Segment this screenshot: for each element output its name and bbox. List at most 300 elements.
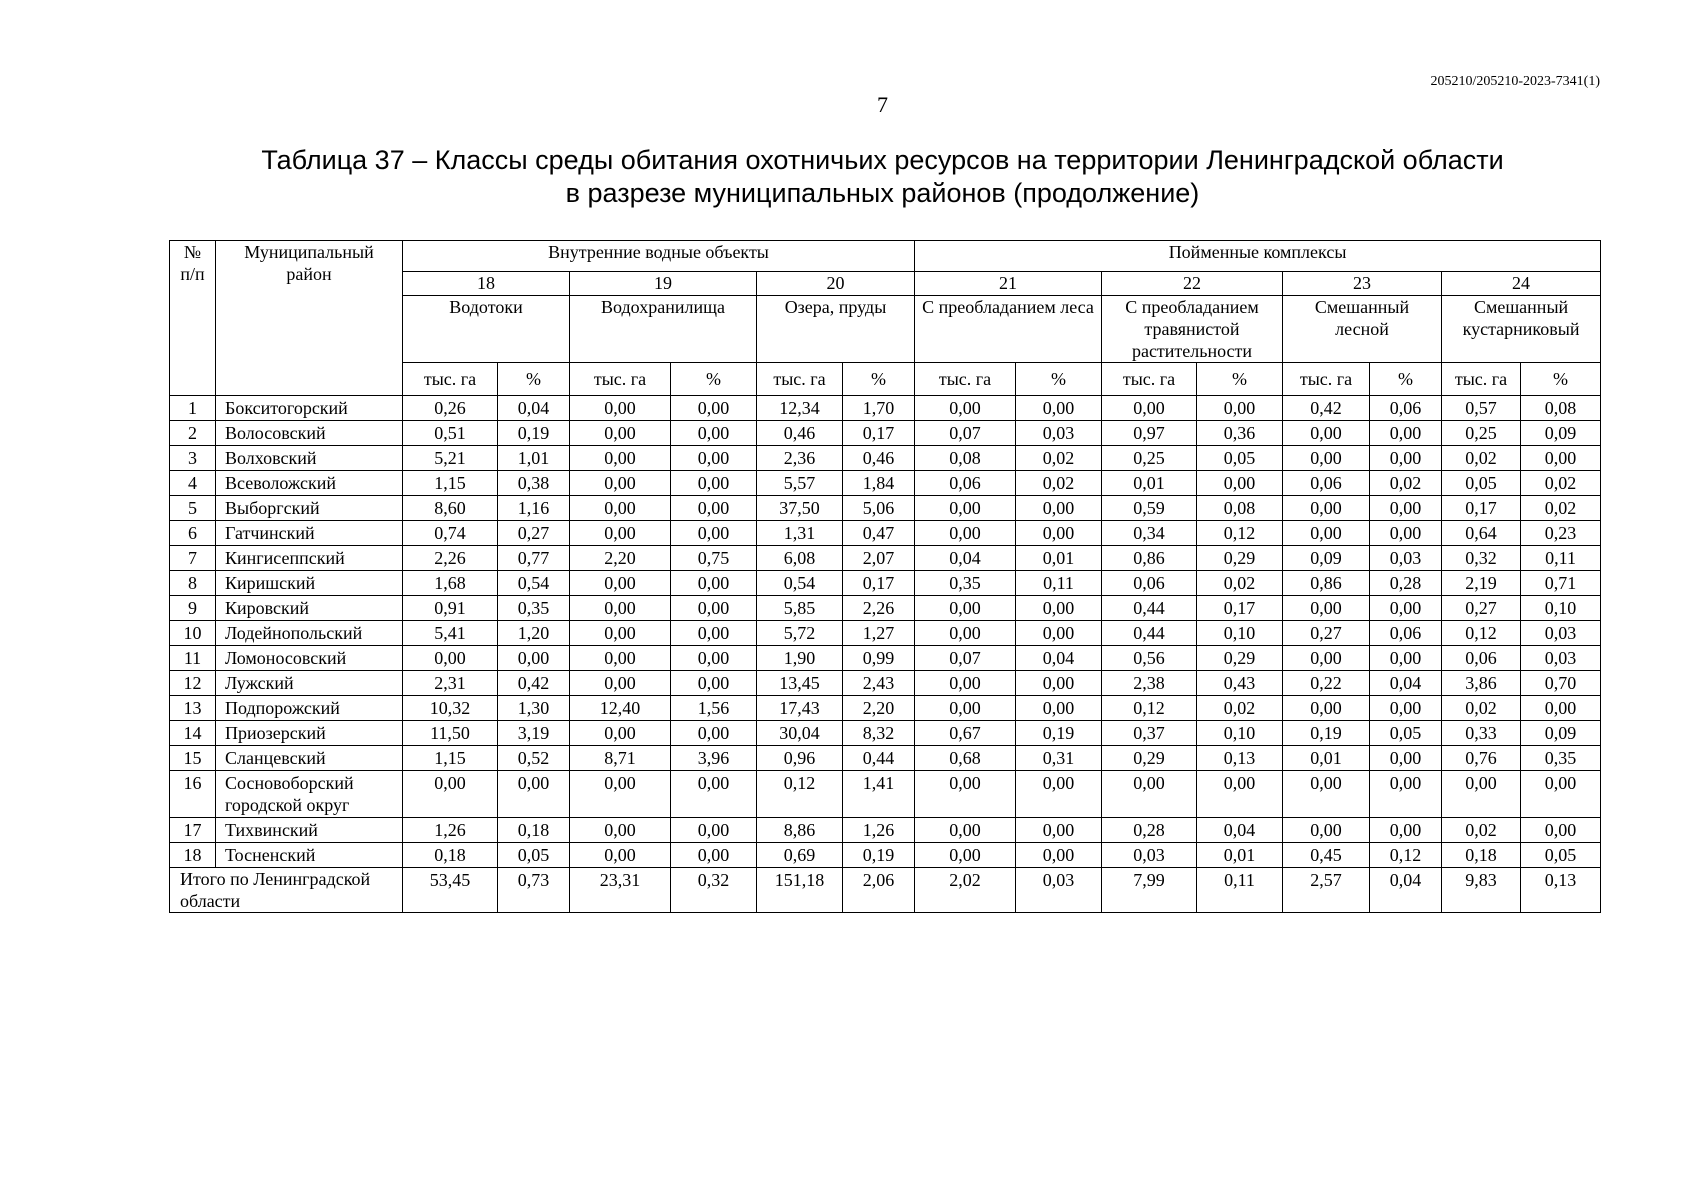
value-cell: 1,20 [498, 621, 570, 646]
value-cell: 0,04 [1197, 818, 1283, 843]
row-number: 10 [170, 621, 216, 646]
value-cell: 0,04 [1016, 646, 1102, 671]
total-cell: 2,02 [915, 868, 1016, 913]
value-cell: 0,00 [915, 671, 1016, 696]
header-class-number: 23 [1283, 272, 1442, 296]
value-cell: 0,00 [1016, 496, 1102, 521]
value-cell: 2,19 [1442, 571, 1521, 596]
value-cell: 0,00 [1016, 596, 1102, 621]
total-cell: 151,18 [757, 868, 843, 913]
value-cell: 0,00 [570, 446, 671, 471]
header-district: Муниципальный район [216, 241, 403, 396]
header-unit-percent: % [1370, 363, 1442, 396]
header-class-number: 22 [1102, 272, 1283, 296]
value-cell: 0,00 [1283, 596, 1370, 621]
value-cell: 0,42 [498, 671, 570, 696]
value-cell: 0,00 [570, 596, 671, 621]
value-cell: 0,06 [1102, 571, 1197, 596]
value-cell: 0,00 [1102, 771, 1197, 818]
value-cell: 1,15 [403, 471, 498, 496]
value-cell: 1,26 [403, 818, 498, 843]
header-unit-percent: % [1016, 363, 1102, 396]
value-cell: 0,54 [757, 571, 843, 596]
district-name: Подпорожский [216, 696, 403, 721]
table-row [170, 721, 1601, 746]
value-cell: 1,68 [403, 571, 498, 596]
value-cell: 0,00 [1370, 496, 1442, 521]
value-cell: 0,25 [1442, 421, 1521, 446]
value-cell: 0,29 [1197, 646, 1283, 671]
district-name: Тосненский [216, 843, 403, 868]
value-cell: 2,07 [843, 546, 915, 571]
value-cell: 0,19 [1016, 721, 1102, 746]
district-name: Кировский [216, 596, 403, 621]
total-cell: 23,31 [570, 868, 671, 913]
value-cell: 0,00 [915, 596, 1016, 621]
value-cell: 0,00 [1102, 396, 1197, 421]
value-cell: 0,00 [570, 721, 671, 746]
district-name: Лужский [216, 671, 403, 696]
value-cell: 0,01 [1016, 546, 1102, 571]
value-cell: 0,12 [1102, 696, 1197, 721]
value-cell: 0,00 [671, 571, 757, 596]
value-cell: 0,00 [1283, 646, 1370, 671]
value-cell: 0,08 [1197, 496, 1283, 521]
district-name: Всеволожский [216, 471, 403, 496]
value-cell: 0,44 [843, 746, 915, 771]
value-cell: 0,00 [671, 421, 757, 446]
value-cell: 0,00 [1197, 396, 1283, 421]
value-cell: 0,00 [1370, 818, 1442, 843]
header-class-name: Смешанный лесной [1283, 296, 1442, 363]
value-cell: 0,00 [570, 496, 671, 521]
value-cell: 0,00 [671, 471, 757, 496]
district-name: Ломоносовский [216, 646, 403, 671]
value-cell: 0,33 [1442, 721, 1521, 746]
value-cell: 0,00 [570, 621, 671, 646]
value-cell: 0,07 [915, 646, 1016, 671]
value-cell: 0,02 [1197, 696, 1283, 721]
value-cell: 0,00 [1016, 771, 1102, 818]
value-cell: 0,52 [498, 746, 570, 771]
value-cell: 0,45 [1283, 843, 1370, 868]
value-cell: 0,19 [498, 421, 570, 446]
value-cell: 0,00 [570, 671, 671, 696]
table-body [170, 396, 1601, 868]
value-cell: 0,05 [1197, 446, 1283, 471]
row-number: 16 [170, 771, 216, 818]
header-class-number: 20 [757, 272, 915, 296]
value-cell: 0,05 [1442, 471, 1521, 496]
value-cell: 0,23 [1521, 521, 1601, 546]
value-cell: 0,00 [915, 818, 1016, 843]
table-row [170, 446, 1601, 471]
total-cell: 2,57 [1283, 868, 1370, 913]
value-cell: 0,00 [1521, 446, 1601, 471]
value-cell: 0,56 [1102, 646, 1197, 671]
value-cell: 1,26 [843, 818, 915, 843]
value-cell: 2,31 [403, 671, 498, 696]
header-unit-percent: % [671, 363, 757, 396]
table-row [170, 621, 1601, 646]
district-name: Бокситогорский [216, 396, 403, 421]
value-cell: 0,04 [498, 396, 570, 421]
value-cell: 0,97 [1102, 421, 1197, 446]
value-cell: 12,40 [570, 696, 671, 721]
row-number: 6 [170, 521, 216, 546]
value-cell: 0,71 [1521, 571, 1601, 596]
value-cell: 0,17 [1197, 596, 1283, 621]
value-cell: 0,29 [1197, 546, 1283, 571]
value-cell: 5,41 [403, 621, 498, 646]
header-unit-area: тыс. га [1442, 363, 1521, 396]
value-cell: 12,34 [757, 396, 843, 421]
row-number: 11 [170, 646, 216, 671]
value-cell: 0,12 [1370, 843, 1442, 868]
value-cell: 0,28 [1102, 818, 1197, 843]
value-cell: 8,86 [757, 818, 843, 843]
row-number: 18 [170, 843, 216, 868]
value-cell: 0,06 [1370, 396, 1442, 421]
value-cell: 0,00 [570, 646, 671, 671]
value-cell: 0,10 [1521, 596, 1601, 621]
value-cell: 37,50 [757, 496, 843, 521]
value-cell: 0,00 [570, 843, 671, 868]
district-name: Приозерский [216, 721, 403, 746]
value-cell: 0,03 [1521, 621, 1601, 646]
value-cell: 2,38 [1102, 671, 1197, 696]
value-cell: 0,67 [915, 721, 1016, 746]
district-name: Гатчинский [216, 521, 403, 546]
value-cell: 0,00 [403, 646, 498, 671]
value-cell: 0,99 [843, 646, 915, 671]
district-name: Сосновоборский городской округ [216, 771, 403, 818]
value-cell: 0,08 [1521, 396, 1601, 421]
value-cell: 0,18 [498, 818, 570, 843]
page-number: 7 [877, 92, 888, 117]
value-cell: 2,36 [757, 446, 843, 471]
value-cell: 0,03 [1370, 546, 1442, 571]
value-cell: 8,71 [570, 746, 671, 771]
value-cell: 0,86 [1283, 571, 1370, 596]
district-name: Киришский [216, 571, 403, 596]
value-cell: 5,57 [757, 471, 843, 496]
value-cell: 8,60 [403, 496, 498, 521]
value-cell: 0,00 [403, 771, 498, 818]
value-cell: 0,02 [1521, 496, 1601, 521]
table-row [170, 521, 1601, 546]
row-number: 1 [170, 396, 216, 421]
value-cell: 0,42 [1283, 396, 1370, 421]
header-class-name: Смешанный кустарниковый [1442, 296, 1601, 363]
table-row [170, 496, 1601, 521]
value-cell: 0,00 [671, 496, 757, 521]
header-class-name: Озера, пруды [757, 296, 915, 363]
value-cell: 6,08 [757, 546, 843, 571]
value-cell: 0,27 [1442, 596, 1521, 621]
value-cell: 0,01 [1283, 746, 1370, 771]
row-number: 8 [170, 571, 216, 596]
header-unit-area: тыс. га [403, 363, 498, 396]
value-cell: 0,27 [1283, 621, 1370, 646]
value-cell: 0,00 [671, 646, 757, 671]
table-row [170, 396, 1601, 421]
value-cell: 0,00 [1283, 771, 1370, 818]
total-cell: 0,03 [1016, 868, 1102, 913]
value-cell: 0,00 [1283, 696, 1370, 721]
table-title-line-1: Таблица 37 – Классы среды обитания охотничьих ресурсов на территории Ленинградской области [261, 145, 1504, 175]
value-cell: 2,43 [843, 671, 915, 696]
value-cell: 1,56 [671, 696, 757, 721]
value-cell: 0,00 [1197, 471, 1283, 496]
value-cell: 0,17 [843, 571, 915, 596]
value-cell: 0,00 [1283, 446, 1370, 471]
row-number: 2 [170, 421, 216, 446]
header-class-number: 21 [915, 272, 1102, 296]
value-cell: 0,18 [1442, 843, 1521, 868]
value-cell: 0,34 [1102, 521, 1197, 546]
value-cell: 0,76 [1442, 746, 1521, 771]
header-class-name: Водотоки [403, 296, 570, 363]
value-cell: 0,68 [915, 746, 1016, 771]
row-number: 7 [170, 546, 216, 571]
value-cell: 0,07 [915, 421, 1016, 446]
value-cell: 0,27 [498, 521, 570, 546]
value-cell: 0,26 [403, 396, 498, 421]
district-name: Выборгский [216, 496, 403, 521]
value-cell: 0,17 [843, 421, 915, 446]
value-cell: 1,01 [498, 446, 570, 471]
row-number: 12 [170, 671, 216, 696]
value-cell: 0,44 [1102, 596, 1197, 621]
value-cell: 0,06 [1370, 621, 1442, 646]
value-cell: 0,00 [498, 771, 570, 818]
value-cell: 0,02 [1016, 446, 1102, 471]
value-cell: 0,00 [915, 621, 1016, 646]
value-cell: 0,00 [1016, 396, 1102, 421]
total-cell: 0,73 [498, 868, 570, 913]
value-cell: 0,06 [1283, 471, 1370, 496]
value-cell: 0,00 [1370, 446, 1442, 471]
district-name: Сланцевский [216, 746, 403, 771]
header-class-name: С преобладанием леса [915, 296, 1102, 363]
header-class-number: 24 [1442, 272, 1601, 296]
header-unit-area: тыс. га [1102, 363, 1197, 396]
value-cell: 0,86 [1102, 546, 1197, 571]
value-cell: 0,00 [671, 721, 757, 746]
value-cell: 11,50 [403, 721, 498, 746]
value-cell: 0,00 [1016, 521, 1102, 546]
total-cell: 7,99 [1102, 868, 1197, 913]
header-row-number: № п/п [170, 241, 216, 396]
value-cell: 0,32 [1442, 546, 1521, 571]
value-cell: 0,06 [915, 471, 1016, 496]
value-cell: 0,00 [1283, 496, 1370, 521]
table-row [170, 471, 1601, 496]
value-cell: 0,18 [403, 843, 498, 868]
value-cell: 0,57 [1442, 396, 1521, 421]
value-cell: 0,00 [1521, 818, 1601, 843]
value-cell: 0,37 [1102, 721, 1197, 746]
table-title-line-2: в разрезе муниципальных районов (продолжение) [565, 178, 1200, 208]
habitat-classes-table [169, 240, 1601, 913]
value-cell: 0,00 [570, 396, 671, 421]
value-cell: 0,00 [915, 396, 1016, 421]
value-cell: 30,04 [757, 721, 843, 746]
value-cell: 1,15 [403, 746, 498, 771]
value-cell: 0,00 [915, 496, 1016, 521]
value-cell: 0,35 [1521, 746, 1601, 771]
value-cell: 5,21 [403, 446, 498, 471]
value-cell: 8,32 [843, 721, 915, 746]
value-cell: 3,19 [498, 721, 570, 746]
value-cell: 0,00 [1442, 771, 1521, 818]
value-cell: 3,86 [1442, 671, 1521, 696]
value-cell: 17,43 [757, 696, 843, 721]
value-cell: 0,38 [498, 471, 570, 496]
value-cell: 0,09 [1521, 721, 1601, 746]
row-number: 14 [170, 721, 216, 746]
value-cell: 0,02 [1016, 471, 1102, 496]
header-class-name: С преобладанием травянистой растительности [1102, 296, 1283, 363]
value-cell: 0,74 [403, 521, 498, 546]
row-number: 17 [170, 818, 216, 843]
value-cell: 0,35 [498, 596, 570, 621]
value-cell: 0,00 [1016, 671, 1102, 696]
header-class-number: 18 [403, 272, 570, 296]
value-cell: 0,00 [570, 471, 671, 496]
value-cell: 1,31 [757, 521, 843, 546]
value-cell: 0,13 [1197, 746, 1283, 771]
value-cell: 1,41 [843, 771, 915, 818]
header-unit-percent: % [843, 363, 915, 396]
table-row [170, 843, 1601, 868]
total-cell: 9,83 [1442, 868, 1521, 913]
value-cell: 1,27 [843, 621, 915, 646]
district-name: Волховский [216, 446, 403, 471]
value-cell: 0,00 [1521, 696, 1601, 721]
value-cell: 0,02 [1197, 571, 1283, 596]
total-cell: 0,32 [671, 868, 757, 913]
value-cell: 13,45 [757, 671, 843, 696]
value-cell: 0,00 [671, 621, 757, 646]
value-cell: 0,05 [1370, 721, 1442, 746]
value-cell: 1,30 [498, 696, 570, 721]
value-cell: 0,29 [1102, 746, 1197, 771]
value-cell: 0,00 [915, 843, 1016, 868]
value-cell: 0,51 [403, 421, 498, 446]
value-cell: 0,00 [671, 771, 757, 818]
value-cell: 0,69 [757, 843, 843, 868]
value-cell: 0,00 [1016, 843, 1102, 868]
value-cell: 0,54 [498, 571, 570, 596]
value-cell: 1,84 [843, 471, 915, 496]
value-cell: 0,00 [1016, 818, 1102, 843]
value-cell: 0,00 [570, 421, 671, 446]
value-cell: 0,00 [671, 521, 757, 546]
value-cell: 0,46 [757, 421, 843, 446]
header-unit-area: тыс. га [757, 363, 843, 396]
district-name: Кингисеппский [216, 546, 403, 571]
value-cell: 0,77 [498, 546, 570, 571]
value-cell: 0,02 [1442, 696, 1521, 721]
value-cell: 0,00 [1016, 696, 1102, 721]
value-cell: 0,00 [671, 446, 757, 471]
value-cell: 1,90 [757, 646, 843, 671]
value-cell: 0,11 [1521, 546, 1601, 571]
value-cell: 0,02 [1442, 818, 1521, 843]
value-cell: 0,04 [1370, 671, 1442, 696]
value-cell: 0,47 [843, 521, 915, 546]
value-cell: 2,26 [843, 596, 915, 621]
value-cell: 0,70 [1521, 671, 1601, 696]
total-cell: 2,06 [843, 868, 915, 913]
value-cell: 1,70 [843, 396, 915, 421]
value-cell: 0,00 [1370, 646, 1442, 671]
value-cell: 0,43 [1197, 671, 1283, 696]
value-cell: 0,75 [671, 546, 757, 571]
value-cell: 0,19 [1283, 721, 1370, 746]
value-cell: 0,31 [1016, 746, 1102, 771]
value-cell: 0,00 [570, 818, 671, 843]
header-unit-area: тыс. га [1283, 363, 1370, 396]
value-cell: 1,16 [498, 496, 570, 521]
value-cell: 0,00 [915, 696, 1016, 721]
value-cell: 5,06 [843, 496, 915, 521]
value-cell: 0,00 [671, 843, 757, 868]
value-cell: 5,85 [757, 596, 843, 621]
value-cell: 0,01 [1102, 471, 1197, 496]
value-cell: 10,32 [403, 696, 498, 721]
district-name: Волосовский [216, 421, 403, 446]
value-cell: 0,96 [757, 746, 843, 771]
header-unit-percent: % [1197, 363, 1283, 396]
value-cell: 0,91 [403, 596, 498, 621]
value-cell: 0,11 [1016, 571, 1102, 596]
table-row-total [170, 868, 1601, 913]
value-cell: 0,59 [1102, 496, 1197, 521]
header-class-name: Водохранилища [570, 296, 757, 363]
value-cell: 0,00 [671, 396, 757, 421]
value-cell: 0,00 [1521, 771, 1601, 818]
header-unit-percent: % [498, 363, 570, 396]
value-cell: 0,00 [915, 771, 1016, 818]
value-cell: 0,09 [1521, 421, 1601, 446]
total-cell: 0,13 [1521, 868, 1601, 913]
value-cell: 0,36 [1197, 421, 1283, 446]
row-number: 15 [170, 746, 216, 771]
header-class-number: 19 [570, 272, 757, 296]
value-cell: 0,00 [671, 596, 757, 621]
value-cell: 0,22 [1283, 671, 1370, 696]
value-cell: 0,03 [1521, 646, 1601, 671]
value-cell: 0,00 [1370, 696, 1442, 721]
value-cell: 2,26 [403, 546, 498, 571]
value-cell: 0,00 [1016, 621, 1102, 646]
table-row [170, 746, 1601, 771]
value-cell: 0,00 [570, 771, 671, 818]
value-cell: 0,08 [915, 446, 1016, 471]
value-cell: 0,02 [1521, 471, 1601, 496]
value-cell: 3,96 [671, 746, 757, 771]
value-cell: 2,20 [570, 546, 671, 571]
value-cell: 0,12 [1442, 621, 1521, 646]
value-cell: 0,09 [1283, 546, 1370, 571]
value-cell: 0,02 [1442, 446, 1521, 471]
value-cell: 0,25 [1102, 446, 1197, 471]
district-name: Тихвинский [216, 818, 403, 843]
table-row [170, 646, 1601, 671]
